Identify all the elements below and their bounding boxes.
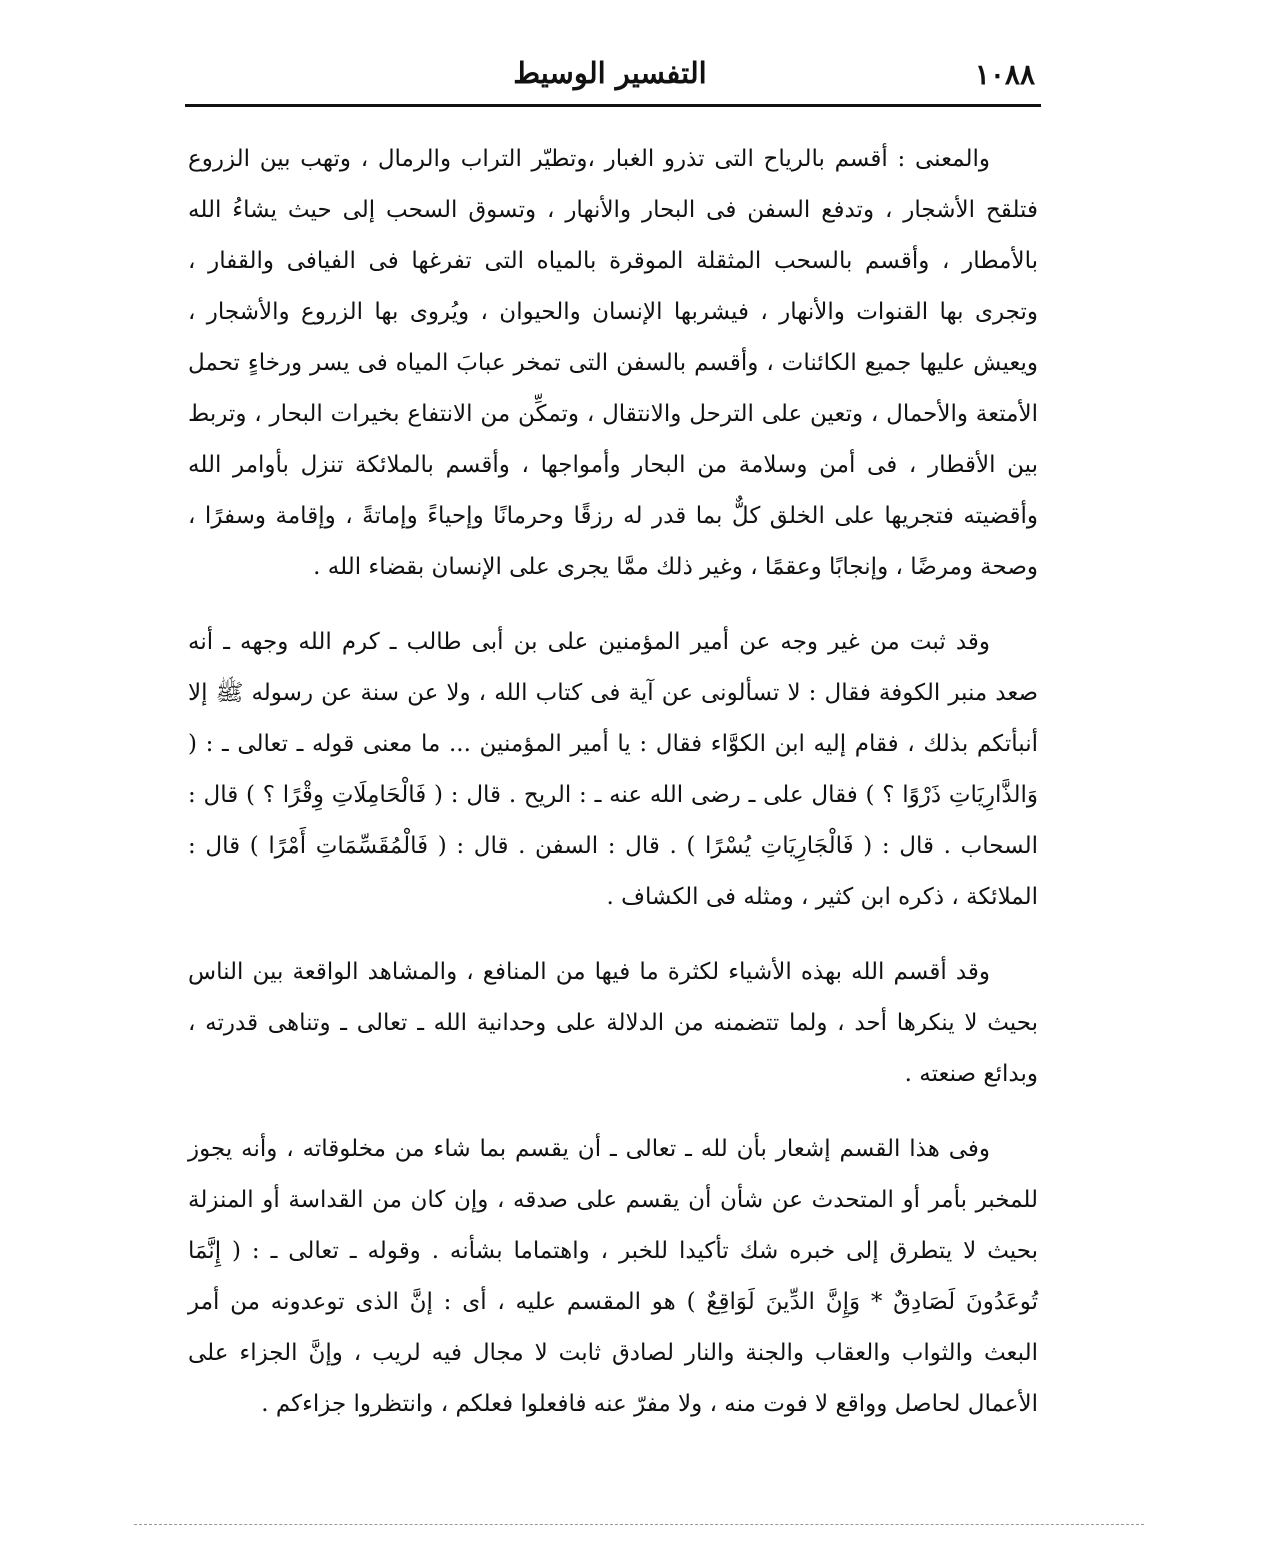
page-number: ١٠٨٨ [974,58,1035,91]
paragraph-ali-narration: وقد ثبت من غير وجه عن أمير المؤمنين على بن أبى طالب ـ كرم الله وجهه ـ أنه صعد منبر الكوفة فقال : لا تسألونى عن آية فى كتاب الله ، ولا عن سنة عن رسوله ﷺ إلا أنبأتكم بذلك ، فقام إليه ابن الكوَّاء فقال : يا أمير المؤمنين ... ما معنى قوله ـ تعالى ـ : ( وَالذَّارِيَاتِ ذَرْوًا ؟ ) فقال على ـ رضى الله عنه ـ : الريح . قال : ( فَالْحَامِلَاتِ وِقْرًا ؟ ) قال : السحاب . قال : ( فَالْجَارِيَاتِ يُسْرًا ) . قال : السفن . قال : ( فَالْمُقَسِّمَاتِ أَمْرًا ) قال : الملائكة ، ذكره ابن كثير ، ومثله فى الكشاف . [188,629,1038,910]
page-header [185,56,1035,100]
paragraph-oath-reason: وقد أقسم الله بهذه الأشياء لكثرة ما فيها من المنافع ، والمشاهد الواقعة بين الناس بحيث لا ينكرها أحد ، ولما تتضمنه من الدلالة على وحدانية الله ـ تعالى ـ وتناهى قدرته ، وبدائع صنعته . [188,959,1038,1087]
paragraph-oath-meaning: وفى هذا القسم إشعار بأن لله ـ تعالى ـ أن يقسم بما شاء من مخلوقاته ، وأنه يجوز للمخبر بأمر أو المتحدث عن شأن أن يقسم على صدقه ، وإن كان من القداسة أو المنزلة بحيث لا يتطرق إلى خبره شك تأكيدا للخبر ، واهتماما بشأنه . وقوله ـ تعالى ـ : ( إِنَّمَا تُوعَدُونَ لَصَادِقٌ * وَإِنَّ الدِّينَ لَوَاقِعٌ ) هو المقسم عليه ، أى : إنَّ الذى توعدونه من أمر البعث والثواب والعقاب والجنة والنار لصادق ثابت لا مجال فيه لريب ، وإنَّ الجزاء على الأعمال لحاصل وواقع لا فوت منه ، ولا مفرّ عنه فافعلوا فعلكم ، وانتظروا جزاءكم . [188,1136,1038,1417]
book-title: التفسير الوسيط [513,56,707,90]
paragraph-meaning: والمعنى : أقسم بالرياح التى تذرو الغبار ،وتطيّر التراب والرمال ، وتهب بين الزروع فتلقح الأشجار ، وتدفع السفن فى البحار والأنهار ، وتسوق السحب إلى حيث يشاءُ الله بالأمطار ، وأقسم بالسحب المثقلة الموقرة بالمياه التى تفرغها فى الفيافى والقفار ، وتجرى بها القنوات والأنهار ، فيشربها الإنسان والحيوان ، ويُروى بها الزروع والأشجار ، ويعيش عليها جميع الكائنات ، وأقسم بالسفن التى تمخر عبابَ المياه فى يسر ورخاءٍ تحمل الأمتعة والأحمال ، وتعين على الترحل والانتقال ، وتمكِّن من الانتفاع بخيرات البحار ، وتربط بين الأقطار ، فى أمن وسلامة من البحار وأمواجها ، وأقسم بالملائكة تنزل بأوامر الله وأقضيته فتجريها على الخلق كلٌّ بما قدر له رزقًا وحرمانًا وإحياءً وإماتةً ، وإقامة وسفرًا ، وصحة ومرضًا ، وإنجابًا وعقمًا ، وغير ذلك ممَّا يجرى على الإنسان بقضاء الله . [188,146,1038,580]
bottom-scan-edge [134,1524,1144,1525]
main-text [188,134,1038,1454]
header-divider [185,104,1041,107]
